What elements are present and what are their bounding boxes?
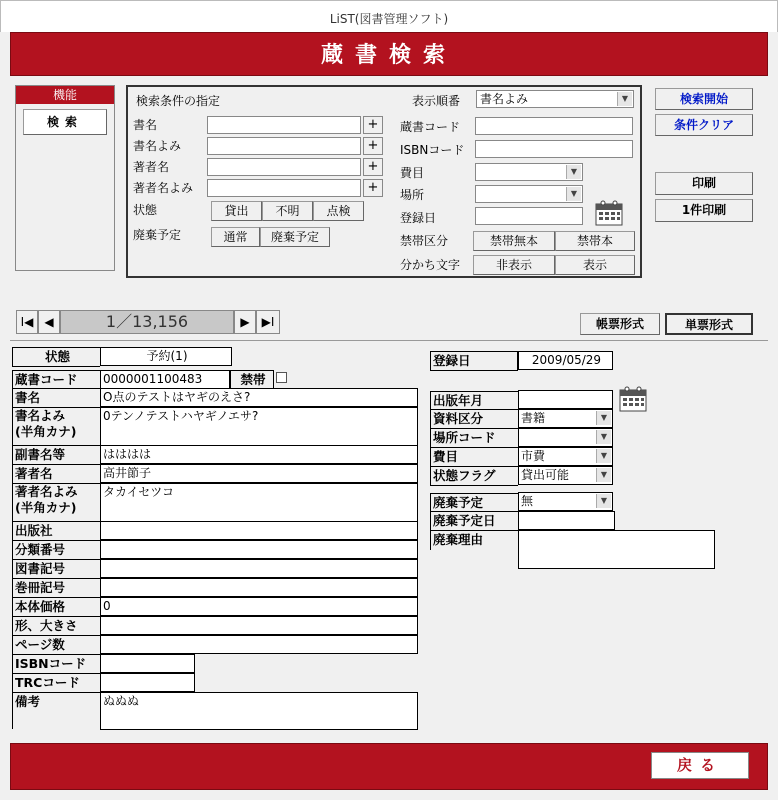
book-mark-value[interactable] bbox=[100, 559, 418, 578]
window-title: LiST(図書管理ソフト) bbox=[0, 0, 778, 32]
disposal-date-value[interactable] bbox=[518, 511, 615, 530]
volume-value[interactable] bbox=[100, 578, 418, 597]
title-plus-button[interactable]: + bbox=[363, 116, 383, 134]
search-conditions-panel bbox=[126, 85, 642, 278]
divider bbox=[10, 340, 768, 341]
class-value[interactable] bbox=[100, 540, 418, 559]
chevron-down-icon: ▼ bbox=[617, 92, 632, 106]
search-section-title: 検索条件の指定 bbox=[136, 94, 221, 108]
calendar-icon[interactable] bbox=[618, 385, 648, 413]
disposal-date-label: 廃棄予定日 bbox=[430, 512, 518, 531]
search-function-button[interactable]: 検索 bbox=[23, 109, 107, 135]
publisher-value[interactable] bbox=[100, 521, 418, 540]
isbn-value[interactable] bbox=[100, 654, 195, 673]
status-field-label: 状態 bbox=[12, 347, 100, 367]
split-show-button[interactable]: 表示 bbox=[555, 255, 635, 275]
reading-value[interactable]: 0テンノテストハヤギノエサ? bbox=[100, 407, 418, 446]
disposal-normal-button[interactable]: 通常 bbox=[211, 227, 260, 247]
first-record-button[interactable]: I◀ bbox=[16, 310, 38, 334]
price-value[interactable]: 0 bbox=[100, 597, 418, 616]
book-code-value[interactable]: 0000001100483 bbox=[100, 370, 230, 389]
publisher-label: 出版社 bbox=[12, 522, 100, 541]
trc-label: TRCコード bbox=[12, 674, 100, 693]
reading-field-label: 書名よみ bbox=[133, 139, 182, 153]
book-code-field-label: 蔵書コード bbox=[12, 370, 100, 389]
subtitle-value[interactable]: はははは bbox=[100, 445, 418, 464]
author-reading-label: 著者名よみ (半角カナ) bbox=[12, 484, 100, 522]
expense-label: 費目 bbox=[400, 166, 425, 180]
record-detail-left bbox=[10, 346, 420, 732]
price-label: 本体価格 bbox=[12, 598, 100, 617]
register-date-field[interactable] bbox=[475, 207, 583, 225]
state-flag-label: 状態フラグ bbox=[430, 467, 518, 486]
material-select[interactable] bbox=[518, 409, 613, 428]
pages-label: ページ数 bbox=[12, 636, 100, 655]
chevron-down-icon: ▼ bbox=[596, 494, 611, 508]
author-reading-plus-button[interactable]: + bbox=[363, 179, 383, 197]
status-value: 予約(1) bbox=[100, 347, 232, 366]
order-select[interactable] bbox=[476, 90, 634, 108]
author-reading-field-label: 著者名よみ bbox=[133, 181, 194, 195]
disposal-planned-button[interactable]: 廃棄予定 bbox=[260, 227, 330, 247]
title-label: 書名 bbox=[12, 389, 100, 408]
pubdate-label: 出版年月 bbox=[430, 391, 518, 410]
chevron-down-icon: ▼ bbox=[566, 187, 581, 201]
reading-plus-button[interactable]: + bbox=[363, 137, 383, 155]
page-title-bar bbox=[10, 32, 768, 76]
location-code-select[interactable] bbox=[518, 428, 613, 447]
class-label: 分類番号 bbox=[12, 541, 100, 560]
restrict-checkbox[interactable] bbox=[276, 372, 287, 383]
reading-label: 書名よみ (半角カナ) bbox=[12, 408, 100, 446]
record-counter: 1／13,156 bbox=[60, 310, 234, 334]
status-lent-button[interactable]: 貸出 bbox=[211, 201, 262, 221]
author-reading-field[interactable] bbox=[207, 179, 361, 197]
book-code-label: 蔵書コード bbox=[400, 120, 461, 134]
volume-label: 巻冊記号 bbox=[12, 579, 100, 598]
location-select[interactable] bbox=[475, 185, 583, 203]
print-one-button[interactable]: 1件印刷 bbox=[655, 199, 753, 222]
restrict-field-label: 禁帯 bbox=[230, 370, 274, 389]
print-button[interactable]: 印刷 bbox=[655, 172, 753, 195]
title-field-label: 書名 bbox=[133, 118, 158, 132]
chevron-down-icon: ▼ bbox=[596, 411, 611, 425]
chevron-down-icon: ▼ bbox=[596, 430, 611, 444]
search-start-button[interactable]: 検索開始 bbox=[655, 88, 753, 110]
function-panel-header: 機能 bbox=[16, 86, 114, 104]
location-label: 場所 bbox=[400, 188, 425, 202]
title-value[interactable]: O点のテストはヤギのえさ? bbox=[100, 388, 418, 407]
notes-label: 備考 bbox=[12, 693, 100, 729]
expense-value: 市費 bbox=[521, 449, 546, 463]
disposal-select[interactable] bbox=[518, 492, 613, 511]
disposal-reason-label: 廃棄理由 bbox=[430, 531, 518, 550]
split-label: 分かち文字 bbox=[400, 258, 461, 272]
subtitle-label: 副書名等 bbox=[12, 446, 100, 465]
author-label: 著者名 bbox=[12, 465, 100, 484]
expense-select[interactable] bbox=[475, 163, 583, 181]
register-date-field-label: 登録日 bbox=[430, 351, 518, 371]
expense-field-select[interactable] bbox=[518, 447, 613, 466]
book-mark-label: 図書記号 bbox=[12, 560, 100, 579]
reading-field[interactable] bbox=[207, 137, 361, 155]
calendar-icon[interactable] bbox=[594, 199, 624, 227]
restrict-none-button[interactable]: 禁帯無本 bbox=[473, 231, 555, 251]
author-plus-button[interactable]: + bbox=[363, 158, 383, 176]
shape-label: 形、大きさ bbox=[12, 617, 100, 636]
book-code-field[interactable] bbox=[475, 117, 633, 135]
isbn-field[interactable] bbox=[475, 140, 633, 158]
trc-value[interactable] bbox=[100, 673, 195, 692]
function-panel bbox=[15, 85, 115, 271]
tab-list-view[interactable]: 帳票形式 bbox=[580, 313, 660, 335]
chevron-down-icon: ▼ bbox=[566, 165, 581, 179]
state-flag-value: 貸出可能 bbox=[521, 468, 570, 482]
back-button[interactable]: 戻る bbox=[651, 752, 749, 779]
author-reading-value[interactable]: タカイセツコ bbox=[100, 483, 418, 522]
prev-record-button[interactable]: ◀ bbox=[38, 310, 60, 334]
next-record-button[interactable]: ▶ bbox=[234, 310, 256, 334]
register-date-value[interactable]: 2009/05/29 bbox=[518, 351, 613, 370]
order-select-value: 書名よみ bbox=[480, 92, 529, 106]
notes-value[interactable]: ぬぬぬ bbox=[100, 692, 418, 730]
chevron-down-icon: ▼ bbox=[596, 449, 611, 463]
clear-conditions-button[interactable]: 条件クリア bbox=[655, 114, 753, 136]
author-field[interactable] bbox=[207, 158, 361, 176]
last-record-button[interactable]: ▶I bbox=[256, 310, 280, 334]
expense-field-label: 費目 bbox=[430, 448, 518, 467]
title-field[interactable] bbox=[207, 116, 361, 134]
material-value: 書籍 bbox=[521, 411, 546, 425]
register-date-label: 登録日 bbox=[400, 211, 437, 225]
split-hide-button[interactable]: 非表示 bbox=[473, 255, 555, 275]
disposal-reason-value[interactable] bbox=[518, 530, 715, 569]
isbn-label: ISBNコード bbox=[400, 143, 465, 157]
author-field-label: 著者名 bbox=[133, 160, 170, 174]
restrict-label: 禁帯区分 bbox=[400, 234, 449, 248]
status-label: 状態 bbox=[133, 203, 158, 217]
disposal-value: 無 bbox=[521, 494, 534, 508]
disposal-label: 廃棄予定 bbox=[133, 228, 182, 242]
chevron-down-icon: ▼ bbox=[596, 468, 611, 482]
author-value[interactable]: 高井節子 bbox=[100, 464, 418, 483]
isbn-field-label: ISBNコード bbox=[12, 655, 100, 674]
pubdate-value[interactable] bbox=[518, 390, 613, 409]
order-label: 表示順番 bbox=[412, 94, 461, 108]
location-code-label: 場所コード bbox=[430, 429, 518, 448]
material-label: 資料区分 bbox=[430, 410, 518, 429]
pages-value[interactable] bbox=[100, 635, 418, 654]
page-title: 蔵書検索 bbox=[320, 42, 457, 68]
tab-single-view[interactable]: 単票形式 bbox=[665, 313, 753, 335]
restrict-book-button[interactable]: 禁帯本 bbox=[555, 231, 635, 251]
shape-value[interactable] bbox=[100, 616, 418, 635]
status-check-button[interactable]: 点検 bbox=[313, 201, 364, 221]
disposal-field-label: 廃棄予定 bbox=[430, 493, 518, 512]
status-unknown-button[interactable]: 不明 bbox=[262, 201, 313, 221]
state-flag-select[interactable] bbox=[518, 466, 613, 485]
